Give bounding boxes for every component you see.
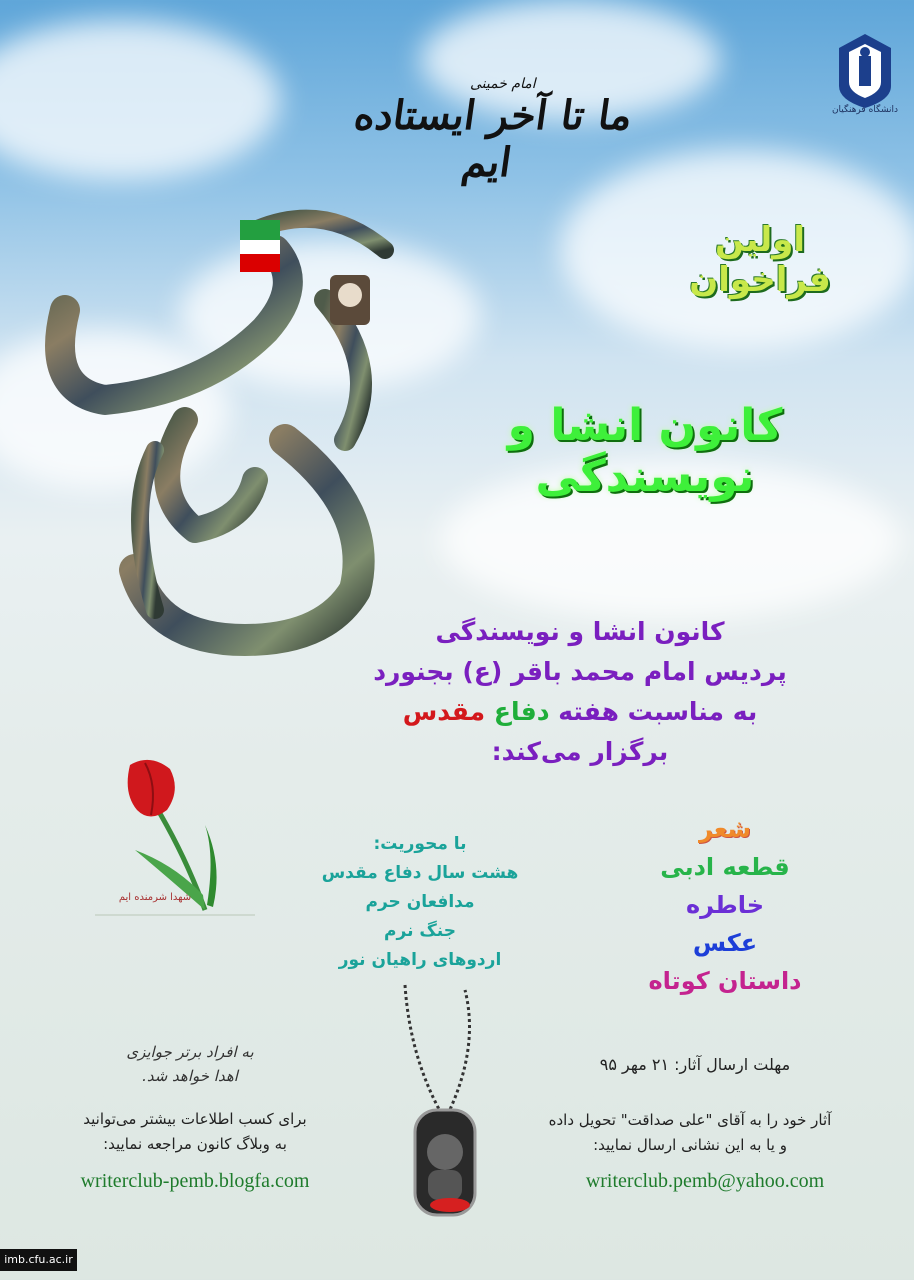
info-note [60, 1107, 330, 1157]
announcement-text: به مناسبت هفته [558, 697, 758, 726]
info-line: برای کسب اطلاعات بیشتر می‌توانید [83, 1110, 307, 1128]
category-item: عکس [692, 929, 758, 957]
highlight-word: دفاع [493, 697, 550, 726]
call-title: اولین فراخوان [689, 220, 831, 300]
prize-note [95, 1040, 285, 1088]
dog-tag-icon [370, 980, 520, 1230]
themes-heading: با محوریت: [373, 834, 467, 854]
announcement-line [340, 692, 820, 732]
announcement-line: کانون انشا و نویسندگی [435, 617, 725, 646]
tulip-caption: شهدا شرمنده ایم [118, 892, 192, 903]
theme-item: هشت سال دفاع مقدس [321, 863, 519, 883]
delivery-line: و یا به این نشانی ارسال نمایید: [593, 1136, 787, 1154]
announcement-line: پردیس امام محمد باقر (ع) بجنورد [373, 657, 787, 686]
theme-item: مدافعان حرم [365, 892, 475, 912]
category-item: قطعه ادبی [660, 853, 790, 881]
delivery-line: آثار خود را به آقای "علی صداقت" تحویل داده [548, 1111, 832, 1129]
prize-line: به افراد برتر جوایزی [126, 1043, 254, 1061]
category-item: خاطره [685, 891, 764, 919]
blog-link[interactable]: writerclub-pemb.blogfa.com [80, 1170, 310, 1192]
category-item: داستان کوتاه [648, 967, 802, 995]
defa-moghaddas-art [25, 190, 415, 660]
site-watermark: imb.cfu.ac.ir [0, 1249, 77, 1271]
slogan-attribution: امام خمینی [470, 76, 536, 92]
prize-line: اهدا خواهد شد. [142, 1067, 238, 1085]
email-link[interactable]: writerclub.pemb@yahoo.com [585, 1170, 825, 1192]
category-item: شعر [698, 815, 752, 843]
announcement-line: برگزار می‌کند: [491, 737, 669, 766]
announcement [340, 612, 820, 772]
club-title: کانون انشا و نویسندگی [507, 400, 783, 502]
logo-caption: دانشگاه فرهنگیان [831, 105, 899, 115]
categories-list [620, 810, 830, 1000]
theme-item: جنگ نرم [384, 921, 456, 941]
slogan: ما تا آخر ایستاده ایم [351, 92, 636, 186]
delivery-note [530, 1108, 850, 1158]
deadline: مهلت ارسال آثار: ۲۱ مهر ۹۵ [599, 1055, 791, 1074]
themes-list [300, 830, 540, 975]
cloud [0, 20, 280, 180]
highlight-word: مقدس [402, 697, 486, 726]
info-line: به وبلاگ کانون مراجعه نمایید: [103, 1135, 287, 1153]
theme-item: اردوهای راهیان نور [338, 950, 502, 970]
